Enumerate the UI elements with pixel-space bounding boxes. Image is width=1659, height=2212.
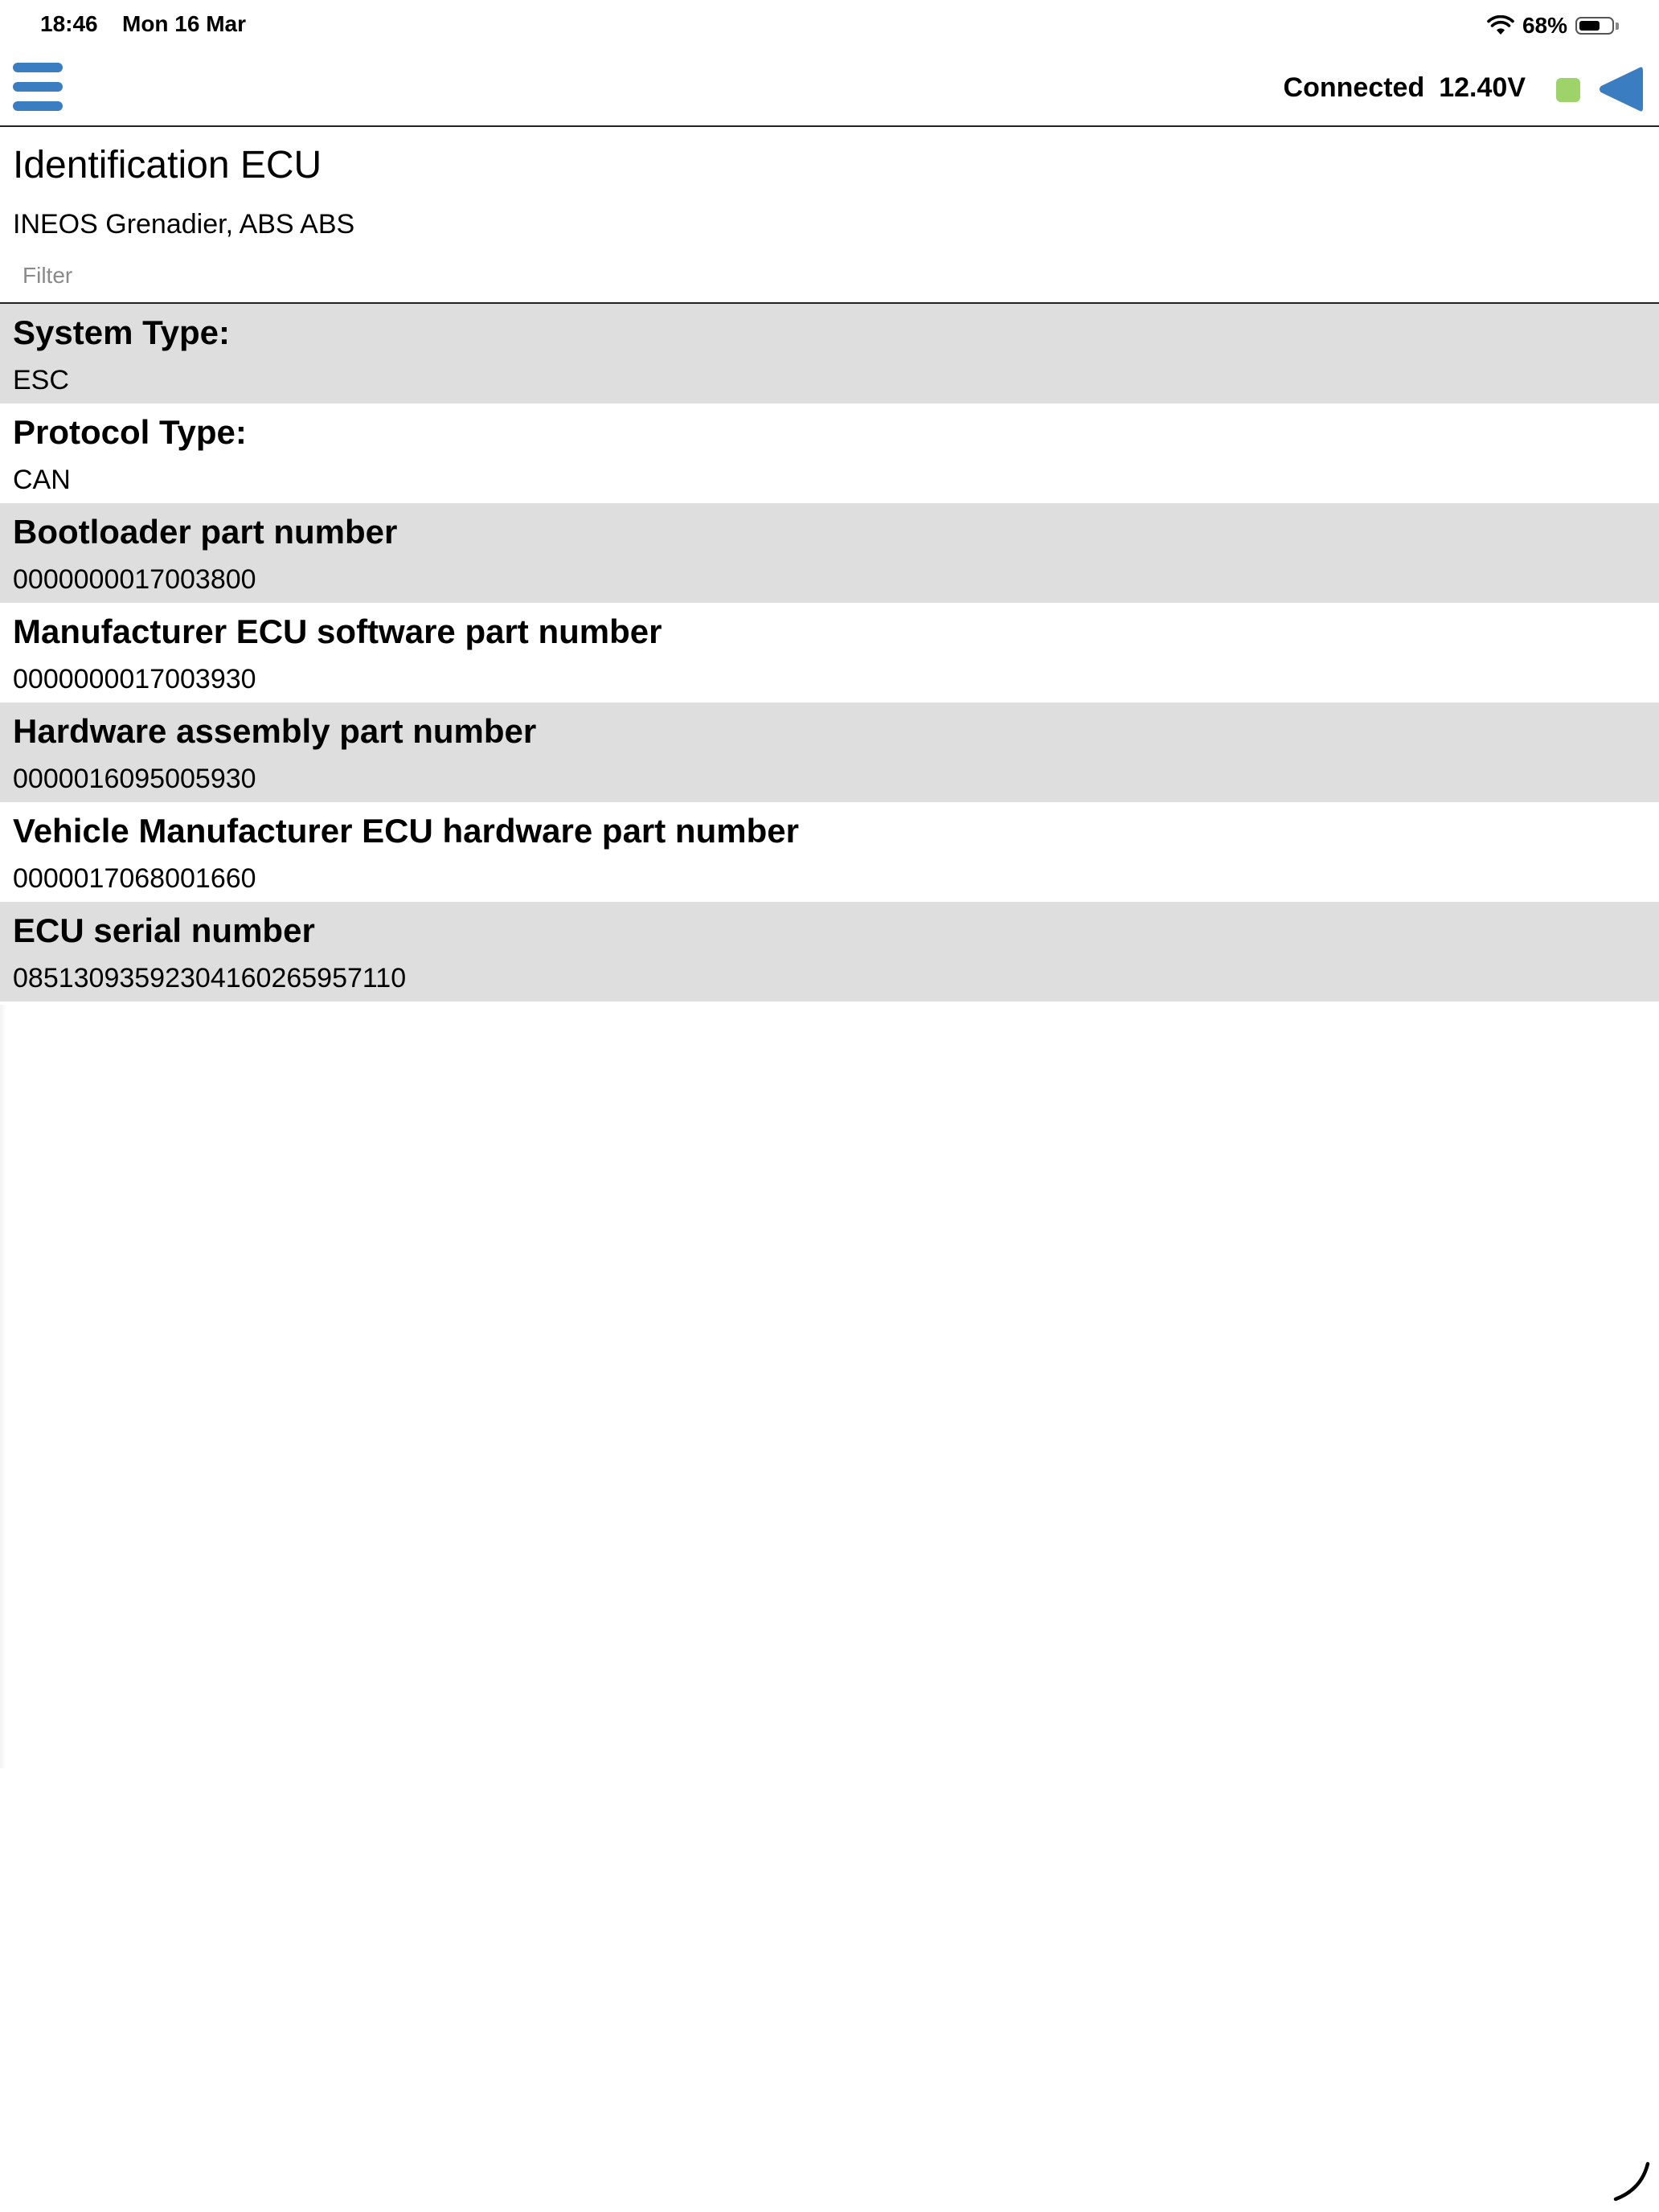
status-date: Mon 16 Mar bbox=[122, 11, 247, 36]
wifi-icon bbox=[1487, 15, 1514, 36]
hamburger-menu-icon[interactable] bbox=[13, 63, 64, 113]
list-item bbox=[0, 503, 1659, 603]
filter-input[interactable] bbox=[13, 256, 1645, 296]
list-item bbox=[0, 802, 1659, 902]
item-label: Manufacturer ECU software part number bbox=[13, 612, 662, 650]
item-value: 0000017068001660 bbox=[13, 863, 256, 894]
item-label: Protocol Type: bbox=[13, 413, 247, 451]
status-time: 18:46 bbox=[40, 11, 98, 36]
left-edge-shadow bbox=[0, 1005, 6, 1768]
list-item bbox=[0, 304, 1659, 403]
connection-led-icon bbox=[1556, 78, 1580, 102]
ecu-info-list bbox=[0, 304, 1659, 1002]
item-label: Hardware assembly part number bbox=[13, 712, 537, 750]
vehicle-subtitle: INEOS Grenadier, ABS ABS bbox=[13, 209, 355, 240]
item-value: 0000000017003800 bbox=[13, 564, 256, 595]
battery-cap bbox=[1616, 23, 1619, 30]
back-triangle-icon[interactable] bbox=[1596, 64, 1645, 114]
list-item bbox=[0, 703, 1659, 802]
top-toolbar bbox=[0, 51, 1659, 127]
item-value: 0000016095005930 bbox=[13, 764, 256, 794]
connection-info bbox=[1284, 72, 1526, 104]
item-value: ESC bbox=[13, 365, 69, 395]
list-item bbox=[0, 603, 1659, 703]
list-item bbox=[0, 902, 1659, 1002]
item-value: 08513093592304160265957110 bbox=[13, 963, 407, 993]
status-bar bbox=[0, 0, 1659, 51]
connection-status: Connected bbox=[1283, 72, 1425, 103]
item-label: Vehicle Manufacturer ECU hardware part number bbox=[13, 812, 799, 850]
item-label: ECU serial number bbox=[13, 911, 315, 949]
loading-spinner-icon bbox=[1609, 2159, 1653, 2202]
item-value: CAN bbox=[13, 465, 71, 495]
status-indicators bbox=[1487, 10, 1619, 42]
item-label: System Type: bbox=[13, 313, 230, 351]
page-title: Identification ECU bbox=[13, 144, 322, 186]
list-item bbox=[0, 403, 1659, 503]
voltage-reading: 12.40V bbox=[1439, 72, 1526, 103]
battery-percent: 68% bbox=[1522, 13, 1567, 38]
item-label: Bootloader part number bbox=[13, 513, 398, 551]
battery-icon bbox=[1575, 17, 1614, 35]
item-value: 0000000017003930 bbox=[13, 664, 256, 694]
